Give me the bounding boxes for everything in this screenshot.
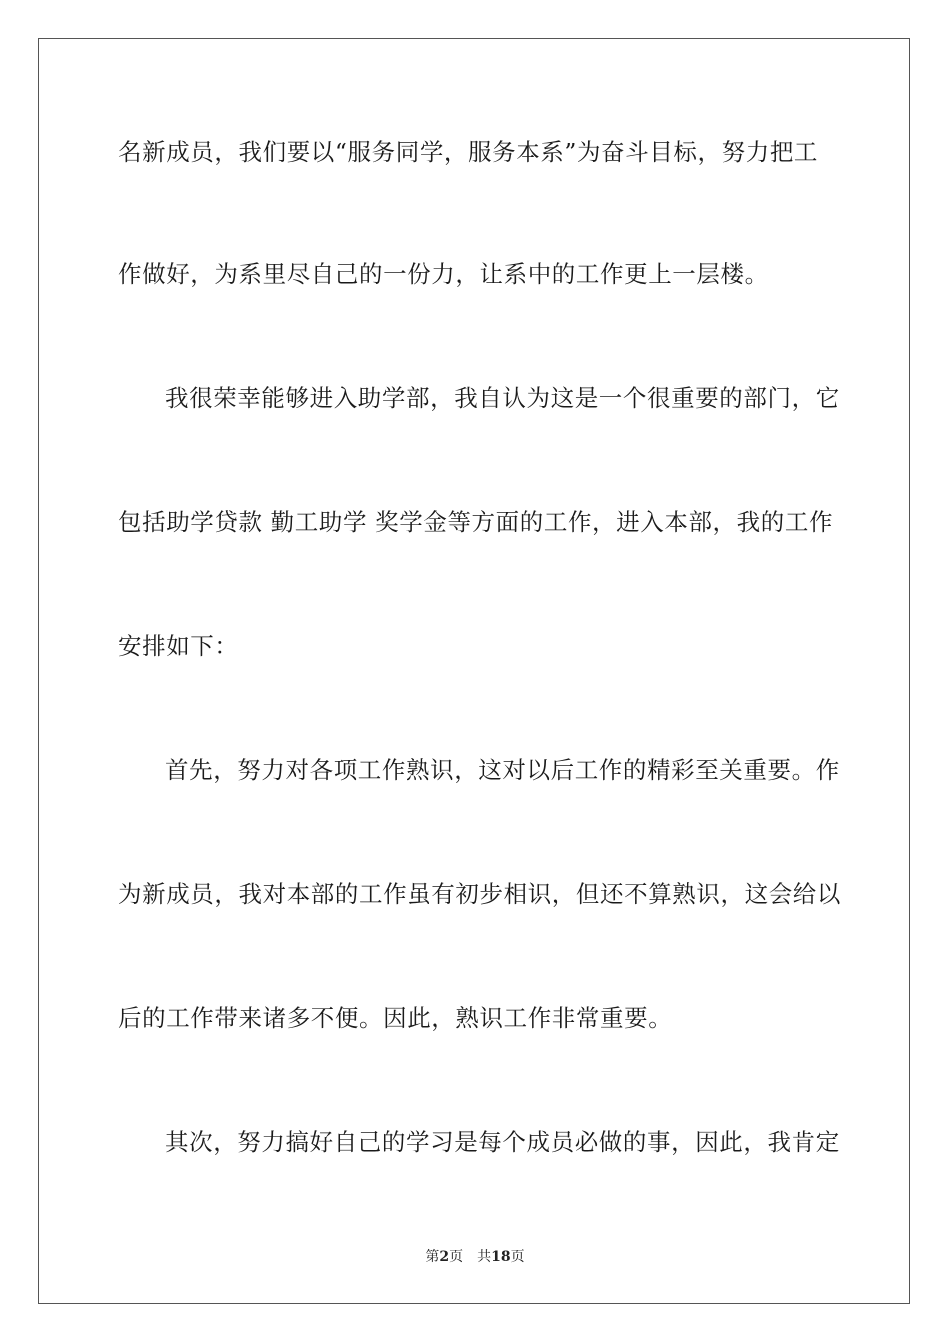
page-suffix: 页 — [449, 1249, 464, 1265]
body-text-line-9: 其次，努力搞好自己的学习是每个成员必做的事，因此，我肯定 — [165, 1128, 840, 1156]
body-text-line-5: 安排如下： — [118, 632, 239, 660]
body-text-line-1: 名新成员，我们要以“服务同学，服务本系”为奋斗目标，努力把工 — [118, 138, 819, 166]
total-prefix: 共 — [477, 1249, 492, 1265]
page-footer — [0, 1248, 950, 1266]
page-prefix: 第 — [425, 1249, 440, 1265]
total-suffix: 页 — [510, 1249, 525, 1265]
total-pages: 18 — [491, 1249, 511, 1265]
body-text-line-3: 我很荣幸能够进入助学部，我自认为这是一个很重要的部门，它 — [165, 384, 840, 412]
body-text-line-6: 首先，努力对各项工作熟识，这对以后工作的精彩至关重要。作 — [165, 756, 840, 784]
body-text-line-4: 包括助学贷款 勤工助学 奖学金等方面的工作，进入本部，我的工作 — [118, 508, 834, 536]
body-text-line-8: 后的工作带来诸多不便。因此，熟识工作非常重要。 — [118, 1004, 673, 1032]
page-number: 2 — [439, 1249, 450, 1265]
body-text-line-7: 为新成员，我对本部的工作虽有初步相识，但还不算熟识，这会给以 — [118, 880, 841, 908]
page-frame — [38, 38, 910, 1304]
body-text-line-2: 作做好，为系里尽自己的一份力，让系中的工作更上一层楼。 — [118, 260, 769, 288]
